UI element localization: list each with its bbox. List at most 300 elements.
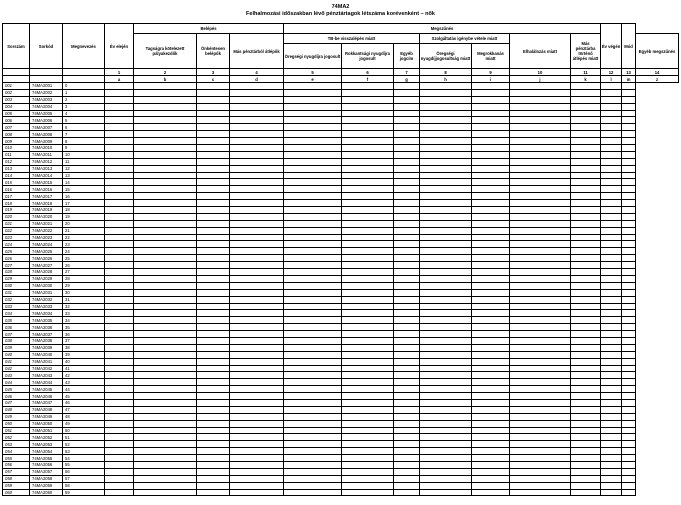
data-entry-cell[interactable] <box>571 310 601 317</box>
data-entry-cell[interactable] <box>105 324 134 331</box>
data-entry-cell[interactable] <box>472 124 510 131</box>
data-entry-cell[interactable] <box>420 379 472 386</box>
data-entry-cell[interactable] <box>510 172 571 179</box>
data-entry-cell[interactable] <box>622 337 636 344</box>
data-entry-cell[interactable] <box>230 455 284 462</box>
data-entry-cell[interactable] <box>394 262 420 269</box>
data-entry-cell[interactable] <box>134 213 197 220</box>
data-entry-cell[interactable] <box>134 372 197 379</box>
data-entry-cell[interactable] <box>342 489 394 496</box>
data-entry-cell[interactable] <box>394 172 420 179</box>
data-entry-cell[interactable] <box>510 448 571 455</box>
data-entry-cell[interactable] <box>134 158 197 165</box>
data-entry-cell[interactable] <box>134 145 197 152</box>
data-entry-cell[interactable] <box>510 386 571 393</box>
data-entry-cell[interactable] <box>134 227 197 234</box>
data-entry-cell[interactable] <box>105 83 134 90</box>
data-entry-cell[interactable] <box>342 255 394 262</box>
data-entry-cell[interactable] <box>601 275 622 282</box>
data-entry-cell[interactable] <box>197 296 230 303</box>
data-entry-cell[interactable] <box>601 365 622 372</box>
data-entry-cell[interactable] <box>472 145 510 152</box>
data-entry-cell[interactable] <box>230 358 284 365</box>
data-entry-cell[interactable] <box>394 234 420 241</box>
data-entry-cell[interactable] <box>230 468 284 475</box>
data-entry-cell[interactable] <box>230 213 284 220</box>
data-entry-cell[interactable] <box>105 269 134 276</box>
data-entry-cell[interactable] <box>134 358 197 365</box>
data-entry-cell[interactable] <box>601 138 622 145</box>
data-entry-cell[interactable] <box>394 193 420 200</box>
data-entry-cell[interactable] <box>472 138 510 145</box>
data-entry-cell[interactable] <box>571 468 601 475</box>
data-entry-cell[interactable] <box>105 393 134 400</box>
data-entry-cell[interactable] <box>420 241 472 248</box>
data-entry-cell[interactable] <box>105 131 134 138</box>
data-entry-cell[interactable] <box>394 83 420 90</box>
data-entry-cell[interactable] <box>420 269 472 276</box>
data-entry-cell[interactable] <box>134 248 197 255</box>
data-entry-cell[interactable] <box>342 344 394 351</box>
data-entry-cell[interactable] <box>284 200 342 207</box>
data-entry-cell[interactable] <box>571 227 601 234</box>
data-entry-cell[interactable] <box>230 317 284 324</box>
data-entry-cell[interactable] <box>420 275 472 282</box>
data-entry-cell[interactable] <box>571 200 601 207</box>
data-entry-cell[interactable] <box>284 413 342 420</box>
data-entry-cell[interactable] <box>134 475 197 482</box>
data-entry-cell[interactable] <box>105 207 134 214</box>
data-entry-cell[interactable] <box>134 262 197 269</box>
data-entry-cell[interactable] <box>134 220 197 227</box>
data-entry-cell[interactable] <box>230 393 284 400</box>
data-entry-cell[interactable] <box>284 103 342 110</box>
data-entry-cell[interactable] <box>284 337 342 344</box>
data-entry-cell[interactable] <box>284 131 342 138</box>
data-entry-cell[interactable] <box>472 269 510 276</box>
data-entry-cell[interactable] <box>510 482 571 489</box>
data-entry-cell[interactable] <box>394 468 420 475</box>
data-entry-cell[interactable] <box>510 227 571 234</box>
data-entry-cell[interactable] <box>197 372 230 379</box>
data-entry-cell[interactable] <box>105 461 134 468</box>
data-entry-cell[interactable] <box>510 372 571 379</box>
data-entry-cell[interactable] <box>394 317 420 324</box>
data-entry-cell[interactable] <box>197 365 230 372</box>
data-entry-cell[interactable] <box>230 131 284 138</box>
data-entry-cell[interactable] <box>197 269 230 276</box>
data-entry-cell[interactable] <box>472 406 510 413</box>
data-entry-cell[interactable] <box>230 207 284 214</box>
data-entry-cell[interactable] <box>571 255 601 262</box>
data-entry-cell[interactable] <box>472 324 510 331</box>
data-entry-cell[interactable] <box>622 234 636 241</box>
data-entry-cell[interactable] <box>472 255 510 262</box>
data-entry-cell[interactable] <box>472 413 510 420</box>
data-entry-cell[interactable] <box>197 124 230 131</box>
data-entry-cell[interactable] <box>601 351 622 358</box>
data-entry-cell[interactable] <box>571 138 601 145</box>
data-entry-cell[interactable] <box>284 179 342 186</box>
data-entry-cell[interactable] <box>622 365 636 372</box>
data-entry-cell[interactable] <box>105 441 134 448</box>
data-entry-cell[interactable] <box>571 475 601 482</box>
data-entry-cell[interactable] <box>601 455 622 462</box>
data-entry-cell[interactable] <box>622 372 636 379</box>
data-entry-cell[interactable] <box>394 303 420 310</box>
data-entry-cell[interactable] <box>342 337 394 344</box>
data-entry-cell[interactable] <box>105 241 134 248</box>
data-entry-cell[interactable] <box>284 324 342 331</box>
data-entry-cell[interactable] <box>571 386 601 393</box>
data-entry-cell[interactable] <box>420 413 472 420</box>
data-entry-cell[interactable] <box>601 324 622 331</box>
data-entry-cell[interactable] <box>284 207 342 214</box>
data-entry-cell[interactable] <box>510 461 571 468</box>
data-entry-cell[interactable] <box>394 434 420 441</box>
data-entry-cell[interactable] <box>622 434 636 441</box>
data-entry-cell[interactable] <box>342 89 394 96</box>
data-entry-cell[interactable] <box>342 220 394 227</box>
data-entry-cell[interactable] <box>105 399 134 406</box>
data-entry-cell[interactable] <box>134 193 197 200</box>
data-entry-cell[interactable] <box>342 158 394 165</box>
data-entry-cell[interactable] <box>105 275 134 282</box>
data-entry-cell[interactable] <box>230 482 284 489</box>
data-entry-cell[interactable] <box>105 296 134 303</box>
data-entry-cell[interactable] <box>134 420 197 427</box>
data-entry-cell[interactable] <box>601 379 622 386</box>
data-entry-cell[interactable] <box>571 234 601 241</box>
data-entry-cell[interactable] <box>230 282 284 289</box>
data-entry-cell[interactable] <box>601 337 622 344</box>
data-entry-cell[interactable] <box>284 317 342 324</box>
data-entry-cell[interactable] <box>571 358 601 365</box>
data-entry-cell[interactable] <box>510 310 571 317</box>
data-entry-cell[interactable] <box>230 289 284 296</box>
data-entry-cell[interactable] <box>622 317 636 324</box>
data-entry-cell[interactable] <box>197 131 230 138</box>
data-entry-cell[interactable] <box>197 186 230 193</box>
data-entry-cell[interactable] <box>601 96 622 103</box>
data-entry-cell[interactable] <box>134 255 197 262</box>
data-entry-cell[interactable] <box>601 89 622 96</box>
data-entry-cell[interactable] <box>105 455 134 462</box>
data-entry-cell[interactable] <box>284 186 342 193</box>
data-entry-cell[interactable] <box>284 110 342 117</box>
data-entry-cell[interactable] <box>105 227 134 234</box>
data-entry-cell[interactable] <box>284 434 342 441</box>
data-entry-cell[interactable] <box>197 351 230 358</box>
data-entry-cell[interactable] <box>230 255 284 262</box>
data-entry-cell[interactable] <box>472 489 510 496</box>
data-entry-cell[interactable] <box>394 393 420 400</box>
data-entry-cell[interactable] <box>284 255 342 262</box>
data-entry-cell[interactable] <box>394 179 420 186</box>
data-entry-cell[interactable] <box>622 441 636 448</box>
data-entry-cell[interactable] <box>601 372 622 379</box>
data-entry-cell[interactable] <box>571 489 601 496</box>
data-entry-cell[interactable] <box>420 220 472 227</box>
data-entry-cell[interactable] <box>622 461 636 468</box>
data-entry-cell[interactable] <box>601 468 622 475</box>
data-entry-cell[interactable] <box>472 282 510 289</box>
data-entry-cell[interactable] <box>284 358 342 365</box>
data-entry-cell[interactable] <box>510 289 571 296</box>
data-entry-cell[interactable] <box>420 145 472 152</box>
data-entry-cell[interactable] <box>230 151 284 158</box>
data-entry-cell[interactable] <box>394 186 420 193</box>
data-entry-cell[interactable] <box>622 255 636 262</box>
data-entry-cell[interactable] <box>472 427 510 434</box>
data-entry-cell[interactable] <box>342 406 394 413</box>
data-entry-cell[interactable] <box>105 213 134 220</box>
data-entry-cell[interactable] <box>105 172 134 179</box>
data-entry-cell[interactable] <box>601 441 622 448</box>
data-entry-cell[interactable] <box>622 89 636 96</box>
data-entry-cell[interactable] <box>601 461 622 468</box>
data-entry-cell[interactable] <box>601 110 622 117</box>
data-entry-cell[interactable] <box>622 413 636 420</box>
data-entry-cell[interactable] <box>230 145 284 152</box>
data-entry-cell[interactable] <box>601 124 622 131</box>
data-entry-cell[interactable] <box>571 399 601 406</box>
data-entry-cell[interactable] <box>342 434 394 441</box>
data-entry-cell[interactable] <box>420 475 472 482</box>
data-entry-cell[interactable] <box>342 393 394 400</box>
data-entry-cell[interactable] <box>197 200 230 207</box>
data-entry-cell[interactable] <box>510 399 571 406</box>
data-entry-cell[interactable] <box>284 138 342 145</box>
data-entry-cell[interactable] <box>571 117 601 124</box>
data-entry-cell[interactable] <box>571 207 601 214</box>
data-entry-cell[interactable] <box>342 482 394 489</box>
data-entry-cell[interactable] <box>394 337 420 344</box>
data-entry-cell[interactable] <box>230 386 284 393</box>
data-entry-cell[interactable] <box>197 386 230 393</box>
data-entry-cell[interactable] <box>105 337 134 344</box>
data-entry-cell[interactable] <box>105 117 134 124</box>
data-entry-cell[interactable] <box>105 489 134 496</box>
data-entry-cell[interactable] <box>342 455 394 462</box>
data-entry-cell[interactable] <box>601 344 622 351</box>
data-entry-cell[interactable] <box>472 186 510 193</box>
data-entry-cell[interactable] <box>197 282 230 289</box>
data-entry-cell[interactable] <box>230 158 284 165</box>
data-entry-cell[interactable] <box>342 358 394 365</box>
data-entry-cell[interactable] <box>230 117 284 124</box>
data-entry-cell[interactable] <box>342 324 394 331</box>
data-entry-cell[interactable] <box>105 372 134 379</box>
data-entry-cell[interactable] <box>472 262 510 269</box>
data-entry-cell[interactable] <box>134 303 197 310</box>
data-entry-cell[interactable] <box>394 448 420 455</box>
data-entry-cell[interactable] <box>105 468 134 475</box>
data-entry-cell[interactable] <box>472 151 510 158</box>
data-entry-cell[interactable] <box>622 83 636 90</box>
data-entry-cell[interactable] <box>394 158 420 165</box>
data-entry-cell[interactable] <box>420 165 472 172</box>
data-entry-cell[interactable] <box>601 303 622 310</box>
data-entry-cell[interactable] <box>420 372 472 379</box>
data-entry-cell[interactable] <box>571 448 601 455</box>
data-entry-cell[interactable] <box>420 468 472 475</box>
data-entry-cell[interactable] <box>134 379 197 386</box>
data-entry-cell[interactable] <box>571 241 601 248</box>
data-entry-cell[interactable] <box>601 482 622 489</box>
data-entry-cell[interactable] <box>510 213 571 220</box>
data-entry-cell[interactable] <box>472 96 510 103</box>
data-entry-cell[interactable] <box>601 117 622 124</box>
data-entry-cell[interactable] <box>342 234 394 241</box>
data-entry-cell[interactable] <box>420 358 472 365</box>
data-entry-cell[interactable] <box>394 344 420 351</box>
data-entry-cell[interactable] <box>472 399 510 406</box>
data-entry-cell[interactable] <box>230 399 284 406</box>
data-entry-cell[interactable] <box>420 282 472 289</box>
data-entry-cell[interactable] <box>105 124 134 131</box>
data-entry-cell[interactable] <box>394 365 420 372</box>
data-entry-cell[interactable] <box>342 110 394 117</box>
data-entry-cell[interactable] <box>601 179 622 186</box>
data-entry-cell[interactable] <box>197 455 230 462</box>
data-entry-cell[interactable] <box>105 420 134 427</box>
data-entry-cell[interactable] <box>230 413 284 420</box>
data-entry-cell[interactable] <box>105 434 134 441</box>
data-entry-cell[interactable] <box>622 379 636 386</box>
data-entry-cell[interactable] <box>284 344 342 351</box>
data-entry-cell[interactable] <box>601 248 622 255</box>
data-entry-cell[interactable] <box>134 448 197 455</box>
data-entry-cell[interactable] <box>420 455 472 462</box>
data-entry-cell[interactable] <box>571 110 601 117</box>
data-entry-cell[interactable] <box>134 110 197 117</box>
data-entry-cell[interactable] <box>230 372 284 379</box>
data-entry-cell[interactable] <box>342 303 394 310</box>
data-entry-cell[interactable] <box>510 434 571 441</box>
data-entry-cell[interactable] <box>197 117 230 124</box>
data-entry-cell[interactable] <box>622 193 636 200</box>
data-entry-cell[interactable] <box>472 89 510 96</box>
data-entry-cell[interactable] <box>601 427 622 434</box>
data-entry-cell[interactable] <box>230 344 284 351</box>
data-entry-cell[interactable] <box>284 89 342 96</box>
data-entry-cell[interactable] <box>230 227 284 234</box>
data-entry-cell[interactable] <box>601 207 622 214</box>
data-entry-cell[interactable] <box>105 200 134 207</box>
data-entry-cell[interactable] <box>420 186 472 193</box>
data-entry-cell[interactable] <box>105 255 134 262</box>
data-entry-cell[interactable] <box>230 96 284 103</box>
data-entry-cell[interactable] <box>601 255 622 262</box>
data-entry-cell[interactable] <box>622 227 636 234</box>
data-entry-cell[interactable] <box>394 427 420 434</box>
data-entry-cell[interactable] <box>284 282 342 289</box>
data-entry-cell[interactable] <box>601 386 622 393</box>
data-entry-cell[interactable] <box>622 310 636 317</box>
data-entry-cell[interactable] <box>284 379 342 386</box>
data-entry-cell[interactable] <box>284 482 342 489</box>
data-entry-cell[interactable] <box>394 269 420 276</box>
data-entry-cell[interactable] <box>105 165 134 172</box>
data-entry-cell[interactable] <box>134 241 197 248</box>
data-entry-cell[interactable] <box>284 351 342 358</box>
data-entry-cell[interactable] <box>230 379 284 386</box>
data-entry-cell[interactable] <box>230 434 284 441</box>
data-entry-cell[interactable] <box>510 220 571 227</box>
data-entry-cell[interactable] <box>105 282 134 289</box>
data-entry-cell[interactable] <box>622 131 636 138</box>
data-entry-cell[interactable] <box>571 282 601 289</box>
data-entry-cell[interactable] <box>622 468 636 475</box>
data-entry-cell[interactable] <box>420 337 472 344</box>
data-entry-cell[interactable] <box>571 393 601 400</box>
data-entry-cell[interactable] <box>472 331 510 338</box>
data-entry-cell[interactable] <box>622 303 636 310</box>
data-entry-cell[interactable] <box>510 89 571 96</box>
data-entry-cell[interactable] <box>284 145 342 152</box>
data-entry-cell[interactable] <box>510 420 571 427</box>
data-entry-cell[interactable] <box>105 138 134 145</box>
data-entry-cell[interactable] <box>134 337 197 344</box>
data-entry-cell[interactable] <box>342 172 394 179</box>
data-entry-cell[interactable] <box>230 351 284 358</box>
data-entry-cell[interactable] <box>230 420 284 427</box>
data-entry-cell[interactable] <box>105 351 134 358</box>
data-entry-cell[interactable] <box>230 461 284 468</box>
data-entry-cell[interactable] <box>420 303 472 310</box>
data-entry-cell[interactable] <box>284 296 342 303</box>
data-entry-cell[interactable] <box>510 262 571 269</box>
data-entry-cell[interactable] <box>472 172 510 179</box>
data-entry-cell[interactable] <box>622 220 636 227</box>
data-entry-cell[interactable] <box>510 83 571 90</box>
data-entry-cell[interactable] <box>571 365 601 372</box>
data-entry-cell[interactable] <box>197 172 230 179</box>
data-entry-cell[interactable] <box>342 138 394 145</box>
data-entry-cell[interactable] <box>230 241 284 248</box>
data-entry-cell[interactable] <box>197 310 230 317</box>
data-entry-cell[interactable] <box>420 103 472 110</box>
data-entry-cell[interactable] <box>230 365 284 372</box>
data-entry-cell[interactable] <box>342 365 394 372</box>
data-entry-cell[interactable] <box>394 372 420 379</box>
data-entry-cell[interactable] <box>571 482 601 489</box>
data-entry-cell[interactable] <box>394 475 420 482</box>
data-entry-cell[interactable] <box>105 289 134 296</box>
data-entry-cell[interactable] <box>571 158 601 165</box>
data-entry-cell[interactable] <box>197 207 230 214</box>
data-entry-cell[interactable] <box>230 138 284 145</box>
data-entry-cell[interactable] <box>420 151 472 158</box>
data-entry-cell[interactable] <box>420 351 472 358</box>
data-entry-cell[interactable] <box>622 200 636 207</box>
data-entry-cell[interactable] <box>472 241 510 248</box>
data-entry-cell[interactable] <box>342 83 394 90</box>
data-entry-cell[interactable] <box>284 393 342 400</box>
data-entry-cell[interactable] <box>342 200 394 207</box>
data-entry-cell[interactable] <box>105 103 134 110</box>
data-entry-cell[interactable] <box>284 406 342 413</box>
data-entry-cell[interactable] <box>105 413 134 420</box>
data-entry-cell[interactable] <box>394 406 420 413</box>
data-entry-cell[interactable] <box>284 213 342 220</box>
data-entry-cell[interactable] <box>622 241 636 248</box>
data-entry-cell[interactable] <box>472 131 510 138</box>
data-entry-cell[interactable] <box>472 275 510 282</box>
data-entry-cell[interactable] <box>284 331 342 338</box>
data-entry-cell[interactable] <box>284 303 342 310</box>
